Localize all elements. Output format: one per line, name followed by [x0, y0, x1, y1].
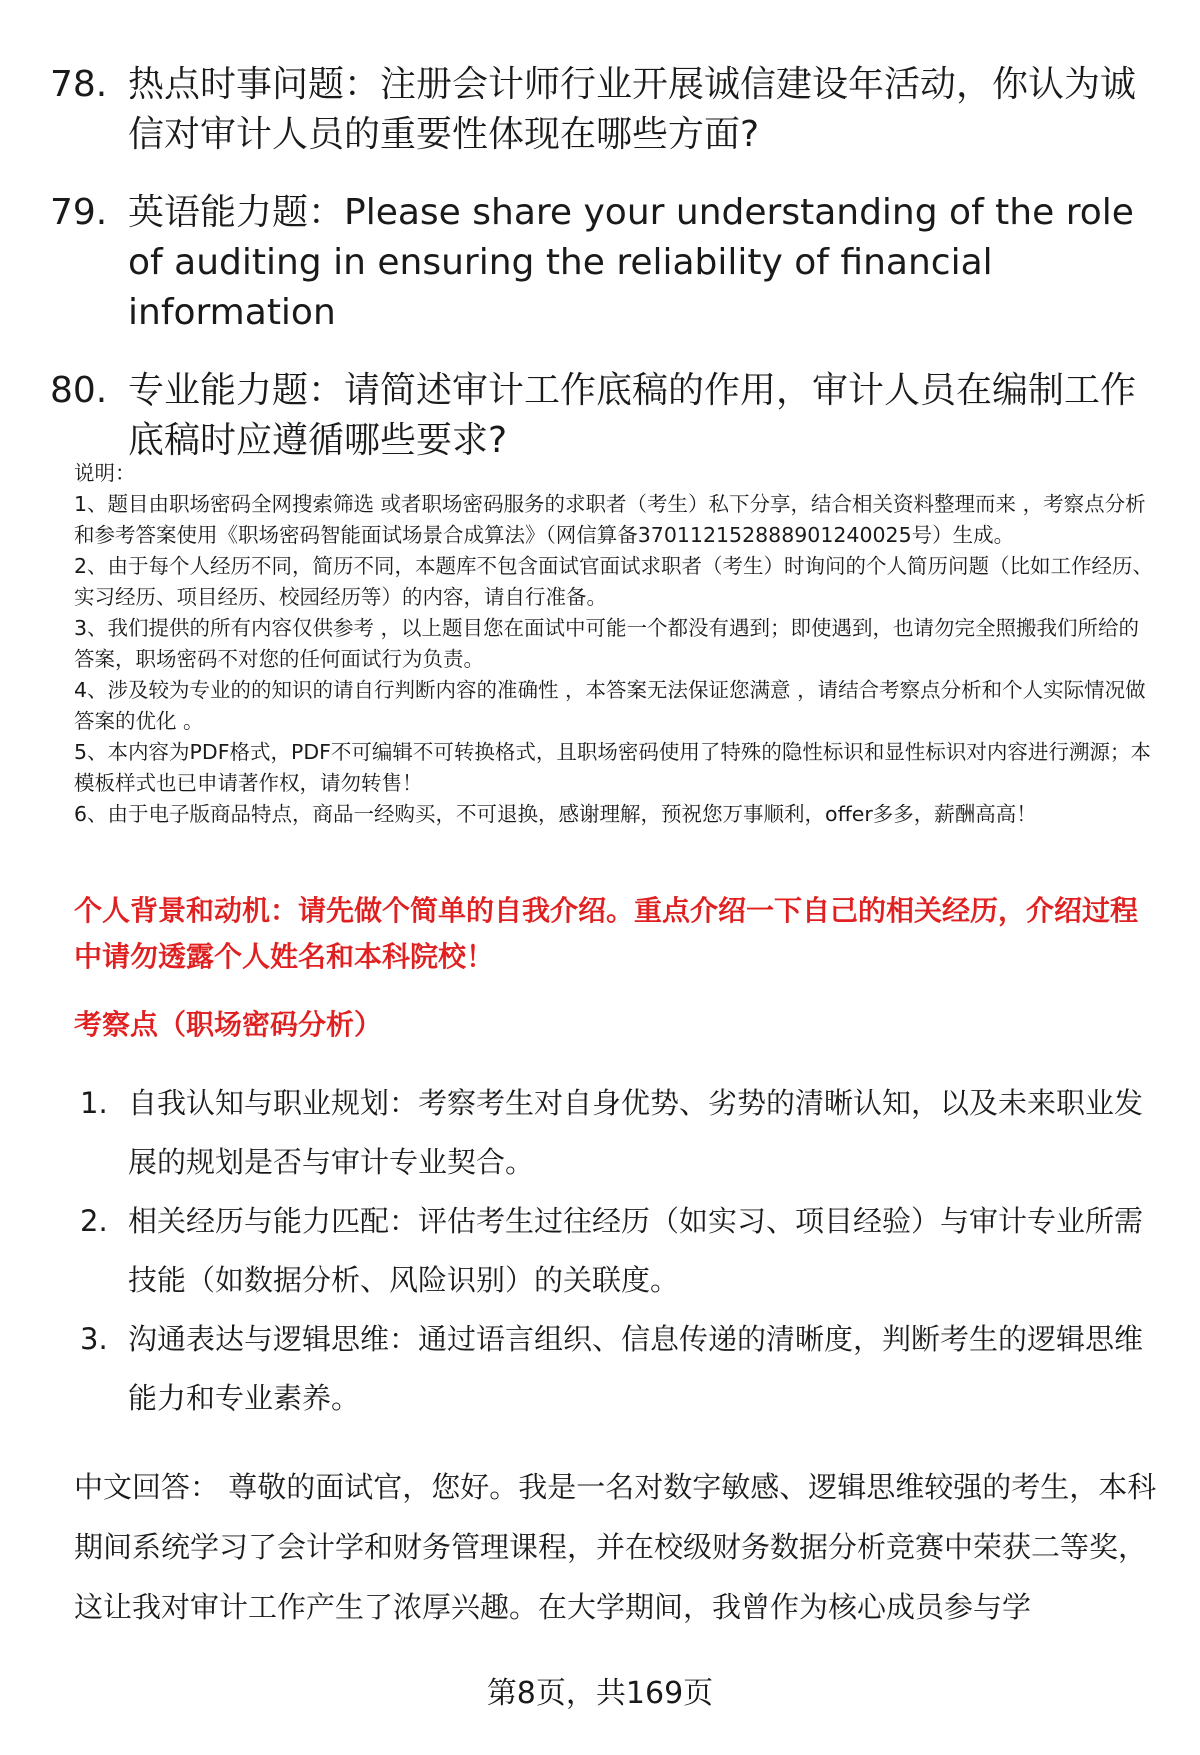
note-item: 2、由于每个人经历不同，简历不同，本题库不包含面试官面试求职者（考生）时询问的个人简历问题（比如工作经历、实习经历、项目经历、校园经历等）的内容，请自行准备。: [74, 554, 1154, 609]
point-text: 沟通表达与逻辑思维：通过语言组织、信息传递的清晰度，判断考生的逻辑思维能力和专业素养。: [128, 1322, 1144, 1415]
point-number: 1.: [80, 1086, 108, 1120]
note-item: 4、涉及较为专业的的知识的请自行判断内容的准确性 ，本答案无法保证您满意 ，请结合考察点分析和个人实际情况做答案的优化 。: [74, 678, 1146, 733]
question-text: 热点时事问题：注册会计师行业开展诚信建设年活动，你认为诚信对审计人员的重要性体现在哪些方面?: [128, 64, 1137, 155]
question-item: [50, 60, 1150, 160]
assessment-points: [80, 1074, 1160, 1428]
point-text: 相关经历与能力匹配：评估考生过往经历（如实习、项目经验）与审计专业所需技能（如数据分析、风险识别）的关联度。: [128, 1204, 1144, 1297]
question-item: [50, 366, 1150, 466]
point-text: 自我认知与职业规划：考察考生对自身优势、劣势的清晰认知，以及未来职业发展的规划是否与审计专业契合。: [128, 1086, 1144, 1179]
point-number: 3.: [80, 1322, 108, 1356]
notes-section: [74, 458, 1154, 830]
question-number: 78.: [50, 64, 108, 105]
point-number: 2.: [80, 1204, 108, 1238]
assessment-point: [80, 1074, 1160, 1192]
question-text: 英语能力题：Please share your understanding of the role of auditing in ensuring the reliability of financial information: [128, 192, 1134, 333]
assessment-heading: 考察点（职场密码分析）: [74, 1008, 383, 1041]
assessment-point: [80, 1192, 1160, 1310]
question-list: [50, 60, 1150, 494]
motivation-heading: 个人背景和动机：请先做个简单的自我介绍。重点介绍一下自己的相关经历，介绍过程中请勿透露个人姓名和本科院校！: [74, 894, 1139, 973]
question-item: [50, 188, 1150, 338]
question-text: 专业能力题：请简述审计工作底稿的作用，审计人员在编制工作底稿时应遵循哪些要求?: [128, 370, 1137, 461]
note-item: 3、我们提供的所有内容仅供参考 ，以上题目您在面试中可能一个都没有遇到；即使遇到，也请勿完全照搬我们所给的答案，职场密码不对您的任何面试行为负责。: [74, 616, 1140, 671]
note-item: 6、由于电子版商品特点，商品一经购买，不可退换，感谢理解，预祝您万事顺利，offer多多，薪酬高高！: [74, 802, 1037, 826]
note-item: 1、题目由职场密码全网搜索筛选 或者职场密码服务的求职者（考生）私下分享，结合相关资料整理而来 ，考察点分析和参考答案使用《职场密码智能面试场景合成算法》（网信算备370112152888901240025号）生成。: [74, 492, 1146, 547]
assessment-point: [80, 1310, 1160, 1428]
chinese-answer: 中文回答： 尊敬的面试官，您好。我是一名对数字敏感、逻辑思维较强的考生，本科期间系统学习了会计学和财务管理课程，并在校级财务数据分析竞赛中荣获二等奖，这让我对审计工作产生了浓厚兴趣。在大学期间，我曾作为核心成员参与学: [74, 1470, 1157, 1624]
question-number: 79.: [50, 192, 108, 233]
note-item: 5、本内容为PDF格式，PDF不可编辑不可转换格式，且职场密码使用了特殊的隐性标识和显性标识对内容进行溯源；本模板样式也已申请著作权，请勿转售！: [74, 740, 1151, 795]
question-number: 80.: [50, 370, 108, 411]
notes-title: 说明：: [74, 461, 136, 485]
page-number: 第8页，共169页: [486, 1676, 714, 1711]
